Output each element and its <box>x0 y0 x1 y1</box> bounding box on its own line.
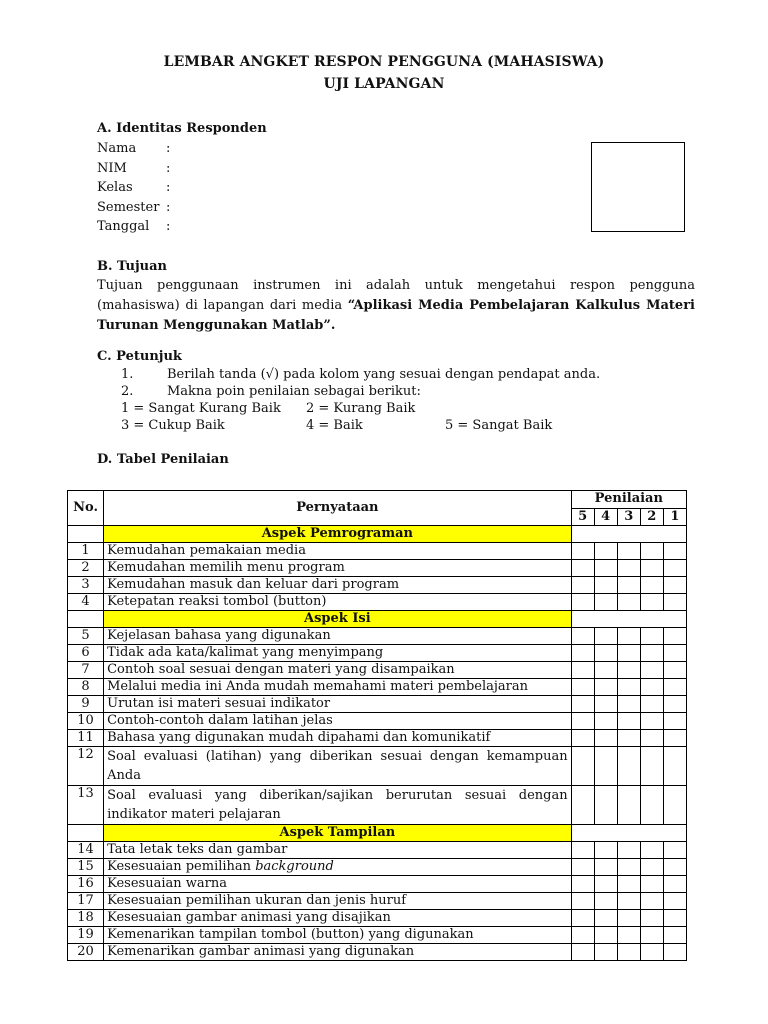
table-row <box>68 662 687 679</box>
score-checkbox-cell[interactable] <box>640 927 663 944</box>
document-subtitle: UJI LAPANGAN <box>323 76 445 92</box>
statement-text: Kesesuaian gambar animasi yang disajikan <box>107 910 391 925</box>
row-number: 12 <box>68 747 104 786</box>
row-number: 20 <box>68 944 104 961</box>
section-no-cell <box>68 611 104 628</box>
score-checkbox-cell[interactable] <box>617 560 640 577</box>
statement-cell <box>104 577 572 594</box>
statement-cell <box>104 662 572 679</box>
table-body <box>68 526 687 961</box>
row-number: 16 <box>68 876 104 893</box>
statement-cell <box>104 730 572 747</box>
score-checkbox-cell[interactable] <box>640 679 663 696</box>
field-label-tanggal: Tanggal <box>97 219 150 234</box>
score-checkbox-cell[interactable] <box>594 628 617 645</box>
score-checkbox-cell[interactable] <box>594 893 617 910</box>
statement-text: Tidak ada kata/kalimat yang menyimpang <box>107 645 384 660</box>
score-checkbox-cell[interactable] <box>640 577 663 594</box>
petunjuk-item-number: 2. <box>121 384 134 399</box>
row-number: 6 <box>68 645 104 662</box>
section-row <box>68 526 687 543</box>
statement-cell <box>104 944 572 961</box>
score-checkbox-cell[interactable] <box>594 944 617 961</box>
score-checkbox-cell[interactable] <box>663 560 686 577</box>
score-checkbox-cell[interactable] <box>594 679 617 696</box>
score-checkbox-cell[interactable] <box>663 859 686 876</box>
score-checkbox-cell[interactable] <box>594 786 617 825</box>
statement-cell <box>104 786 572 825</box>
score-checkbox-cell[interactable] <box>663 893 686 910</box>
score-checkbox-cell[interactable] <box>594 662 617 679</box>
score-checkbox-cell[interactable] <box>640 713 663 730</box>
petunjuk-heading: C. Petunjuk <box>97 349 182 364</box>
score-checkbox-cell[interactable] <box>640 786 663 825</box>
row-number: 15 <box>68 859 104 876</box>
score-checkbox-cell[interactable] <box>571 645 594 662</box>
statement-cell <box>104 910 572 927</box>
table-row <box>68 893 687 910</box>
row-number: 3 <box>68 577 104 594</box>
row-number: 1 <box>68 543 104 560</box>
table-row <box>68 696 687 713</box>
score-checkbox-cell[interactable] <box>571 927 594 944</box>
section-row <box>68 611 687 628</box>
score-checkbox-cell[interactable] <box>663 662 686 679</box>
row-number: 19 <box>68 927 104 944</box>
document-title: LEMBAR ANGKET RESPON PENGGUNA (MAHASISWA) <box>163 54 605 70</box>
score-checkbox-cell[interactable] <box>571 786 594 825</box>
statement-italic-text: background <box>255 859 334 874</box>
petunjuk-item-text: Makna poin penilaian sebagai berikut: <box>167 384 421 399</box>
score-checkbox-cell[interactable] <box>571 859 594 876</box>
score-checkbox-cell[interactable] <box>663 730 686 747</box>
section-row <box>68 825 687 842</box>
field-label-nama: Nama <box>97 141 137 156</box>
statement-cell <box>104 560 572 577</box>
score-checkbox-cell[interactable] <box>571 560 594 577</box>
statement-cell <box>104 543 572 560</box>
score-checkbox-cell[interactable] <box>571 944 594 961</box>
score-checkbox-cell[interactable] <box>571 696 594 713</box>
scale-5: 5 = Sangat Baik <box>445 418 553 433</box>
statement-text: Ketepatan reaksi tombol (button) <box>107 594 327 609</box>
score-checkbox-cell[interactable] <box>594 730 617 747</box>
section-title: Aspek Isi <box>104 611 572 628</box>
scale-4: 4 = Baik <box>306 418 363 433</box>
score-checkbox-cell[interactable] <box>617 893 640 910</box>
score-checkbox-cell[interactable] <box>663 594 686 611</box>
score-checkbox-cell[interactable] <box>594 876 617 893</box>
identitas-heading: A. Identitas Responden <box>97 121 267 136</box>
score-checkbox-cell[interactable] <box>663 696 686 713</box>
table-row <box>68 910 687 927</box>
statement-text: Kemudahan memilih menu program <box>107 560 345 575</box>
score-checkbox-cell[interactable] <box>617 645 640 662</box>
score-checkbox-cell[interactable] <box>640 747 663 786</box>
table-row <box>68 927 687 944</box>
score-checkbox-cell[interactable] <box>594 543 617 560</box>
table-row <box>68 713 687 730</box>
statement-text: Urutan isi materi sesuai indikator <box>107 696 331 711</box>
tujuan-heading: B. Tujuan <box>97 259 168 274</box>
score-header: 1 <box>663 508 686 526</box>
table-row <box>68 842 687 859</box>
statement-cell <box>104 628 572 645</box>
col-header-no: No. <box>68 491 104 526</box>
score-checkbox-cell[interactable] <box>640 543 663 560</box>
score-checkbox-cell[interactable] <box>617 859 640 876</box>
score-checkbox-cell[interactable] <box>571 713 594 730</box>
tujuan-text: Tujuan penggunaan instrumen ini adalah untuk mengetahui respon pengguna (mahasiswa) di lapangan dari media <box>97 278 695 313</box>
score-checkbox-cell[interactable] <box>640 696 663 713</box>
score-header: 3 <box>617 508 640 526</box>
table-row <box>68 543 687 560</box>
score-checkbox-cell[interactable] <box>640 645 663 662</box>
score-checkbox-cell[interactable] <box>663 786 686 825</box>
tujuan-paragraph <box>97 276 695 336</box>
section-score-cell <box>571 611 686 628</box>
statement-text: Soal evaluasi yang diberikan/sajikan berurutan sesuai dengan indikator materi pelajaran <box>107 788 568 822</box>
statement-cell <box>104 679 572 696</box>
score-checkbox-cell[interactable] <box>663 747 686 786</box>
table-row <box>68 577 687 594</box>
table-row <box>68 645 687 662</box>
score-checkbox-cell[interactable] <box>617 786 640 825</box>
table-row <box>68 747 687 786</box>
statement-cell <box>104 594 572 611</box>
section-score-cell <box>571 526 686 543</box>
score-checkbox-cell[interactable] <box>663 944 686 961</box>
score-checkbox-cell[interactable] <box>594 594 617 611</box>
statement-text: Kesesuaian pemilihan ukuran dan jenis huruf <box>107 893 407 908</box>
row-number: 10 <box>68 713 104 730</box>
score-checkbox-cell[interactable] <box>617 876 640 893</box>
statement-text: Kesesuaian warna <box>107 876 227 891</box>
statement-cell <box>104 842 572 859</box>
score-checkbox-cell[interactable] <box>594 645 617 662</box>
score-checkbox-cell[interactable] <box>663 927 686 944</box>
row-number: 8 <box>68 679 104 696</box>
statement-cell <box>104 893 572 910</box>
tabel-heading: D. Tabel Penilaian <box>97 452 229 467</box>
field-label-semester: Semester <box>97 200 160 215</box>
score-checkbox-cell[interactable] <box>594 910 617 927</box>
statement-text: Kemenarikan gambar animasi yang digunakan <box>107 944 415 959</box>
table-row <box>68 594 687 611</box>
table-row <box>68 786 687 825</box>
score-checkbox-cell[interactable] <box>571 730 594 747</box>
section-title: Aspek Tampilan <box>104 825 572 842</box>
score-checkbox-cell[interactable] <box>663 713 686 730</box>
score-checkbox-cell[interactable] <box>663 910 686 927</box>
score-header: 2 <box>640 508 663 526</box>
score-checkbox-cell[interactable] <box>617 662 640 679</box>
statement-text: Contoh-contoh dalam latihan jelas <box>107 713 333 728</box>
score-checkbox-cell[interactable] <box>594 842 617 859</box>
score-checkbox-cell[interactable] <box>571 747 594 786</box>
score-checkbox-cell[interactable] <box>571 910 594 927</box>
scale-2: 2 = Kurang Baik <box>306 401 416 416</box>
score-checkbox-cell[interactable] <box>663 842 686 859</box>
score-checkbox-cell[interactable] <box>617 730 640 747</box>
field-colon: : <box>166 141 171 156</box>
row-number: 7 <box>68 662 104 679</box>
col-header-pernyataan: Pernyataan <box>104 491 572 526</box>
statement-text: Tata letak teks dan gambar <box>107 842 288 857</box>
score-checkbox-cell[interactable] <box>617 927 640 944</box>
score-checkbox-cell[interactable] <box>663 679 686 696</box>
scale-3: 3 = Cukup Baik <box>121 418 225 433</box>
score-checkbox-cell[interactable] <box>663 543 686 560</box>
score-checkbox-cell[interactable] <box>640 876 663 893</box>
field-label-nim: NIM <box>97 161 127 176</box>
statement-cell <box>104 859 572 876</box>
score-checkbox-cell[interactable] <box>640 730 663 747</box>
tujuan-media-title: “Aplikasi Media Pembelajaran Kalkulus Materi Turunan Menggunakan Matlab”. <box>97 298 695 333</box>
statement-cell <box>104 747 572 786</box>
score-checkbox-cell[interactable] <box>663 645 686 662</box>
score-checkbox-cell[interactable] <box>617 594 640 611</box>
statement-text: Kesesuaian pemilihan <box>107 859 256 874</box>
score-checkbox-cell[interactable] <box>571 842 594 859</box>
score-checkbox-cell[interactable] <box>617 910 640 927</box>
petunjuk-item-text: Berilah tanda (√) pada kolom yang sesuai dengan pendapat anda. <box>167 367 601 382</box>
score-checkbox-cell[interactable] <box>594 927 617 944</box>
score-checkbox-cell[interactable] <box>571 594 594 611</box>
score-checkbox-cell[interactable] <box>640 662 663 679</box>
score-checkbox-cell[interactable] <box>594 713 617 730</box>
statement-cell <box>104 876 572 893</box>
row-number: 14 <box>68 842 104 859</box>
statement-cell <box>104 696 572 713</box>
field-colon: : <box>166 200 171 215</box>
statement-text: Soal evaluasi (latihan) yang diberikan sesuai dengan kemampuan Anda <box>107 749 568 783</box>
field-colon: : <box>166 219 171 234</box>
statement-text: Bahasa yang digunakan mudah dipahami dan komunikatif <box>107 730 491 745</box>
score-checkbox-cell[interactable] <box>640 594 663 611</box>
row-number: 2 <box>68 560 104 577</box>
section-no-cell <box>68 825 104 842</box>
petunjuk-item-number: 1. <box>121 367 134 382</box>
score-checkbox-cell[interactable] <box>663 577 686 594</box>
row-number: 9 <box>68 696 104 713</box>
score-checkbox-cell[interactable] <box>571 628 594 645</box>
score-checkbox-cell[interactable] <box>640 910 663 927</box>
score-checkbox-cell[interactable] <box>617 944 640 961</box>
statement-cell <box>104 713 572 730</box>
score-checkbox-cell[interactable] <box>594 747 617 786</box>
score-checkbox-cell[interactable] <box>617 628 640 645</box>
row-number: 5 <box>68 628 104 645</box>
score-checkbox-cell[interactable] <box>594 577 617 594</box>
statement-cell <box>104 927 572 944</box>
score-checkbox-cell[interactable] <box>617 842 640 859</box>
score-checkbox-cell[interactable] <box>640 859 663 876</box>
score-checkbox-cell[interactable] <box>663 628 686 645</box>
score-checkbox-cell[interactable] <box>617 696 640 713</box>
row-number: 17 <box>68 893 104 910</box>
score-checkbox-cell[interactable] <box>594 859 617 876</box>
row-number: 13 <box>68 786 104 825</box>
score-checkbox-cell[interactable] <box>571 893 594 910</box>
statement-text: Melalui media ini Anda mudah memahami materi pembelajaran <box>107 679 529 694</box>
section-title: Aspek Pemrograman <box>104 526 572 543</box>
statement-text: Kemudahan masuk dan keluar dari program <box>107 577 400 592</box>
score-checkbox-cell[interactable] <box>640 842 663 859</box>
score-checkbox-cell[interactable] <box>571 577 594 594</box>
section-score-cell <box>571 825 686 842</box>
score-checkbox-cell[interactable] <box>640 944 663 961</box>
field-colon: : <box>166 161 171 176</box>
field-label-kelas: Kelas <box>97 180 133 195</box>
row-number: 4 <box>68 594 104 611</box>
score-checkbox-cell[interactable] <box>571 543 594 560</box>
score-checkbox-cell[interactable] <box>617 713 640 730</box>
score-checkbox-cell[interactable] <box>594 560 617 577</box>
statement-text: Kejelasan bahasa yang digunakan <box>107 628 331 643</box>
assessment-table <box>67 490 687 961</box>
statement-text: Kemenarikan tampilan tombol (button) yang digunakan <box>107 927 474 942</box>
score-checkbox-cell[interactable] <box>640 560 663 577</box>
table-row <box>68 679 687 696</box>
row-number: 18 <box>68 910 104 927</box>
table-row <box>68 730 687 747</box>
statement-text: Kemudahan pemakaian media <box>107 543 306 558</box>
score-header: 5 <box>571 508 594 526</box>
score-checkbox-cell[interactable] <box>571 662 594 679</box>
score-checkbox-cell[interactable] <box>617 747 640 786</box>
statement-cell <box>104 645 572 662</box>
statement-text: Contoh soal sesuai dengan materi yang disampaikan <box>107 662 455 677</box>
photo-box <box>591 142 685 232</box>
score-checkbox-cell[interactable] <box>663 876 686 893</box>
score-checkbox-cell[interactable] <box>571 876 594 893</box>
table-row <box>68 628 687 645</box>
score-header: 4 <box>594 508 617 526</box>
table-row <box>68 560 687 577</box>
score-checkbox-cell[interactable] <box>617 543 640 560</box>
score-checkbox-cell[interactable] <box>594 696 617 713</box>
col-header-penilaian: Penilaian <box>571 491 686 509</box>
score-checkbox-cell[interactable] <box>617 577 640 594</box>
score-checkbox-cell[interactable] <box>571 679 594 696</box>
table-row <box>68 944 687 961</box>
table-row <box>68 876 687 893</box>
section-no-cell <box>68 526 104 543</box>
scale-1: 1 = Sangat Kurang Baik <box>121 401 281 416</box>
score-checkbox-cell[interactable] <box>640 628 663 645</box>
table-row <box>68 859 687 876</box>
row-number: 11 <box>68 730 104 747</box>
score-checkbox-cell[interactable] <box>640 893 663 910</box>
field-colon: : <box>166 180 171 195</box>
score-checkbox-cell[interactable] <box>617 679 640 696</box>
